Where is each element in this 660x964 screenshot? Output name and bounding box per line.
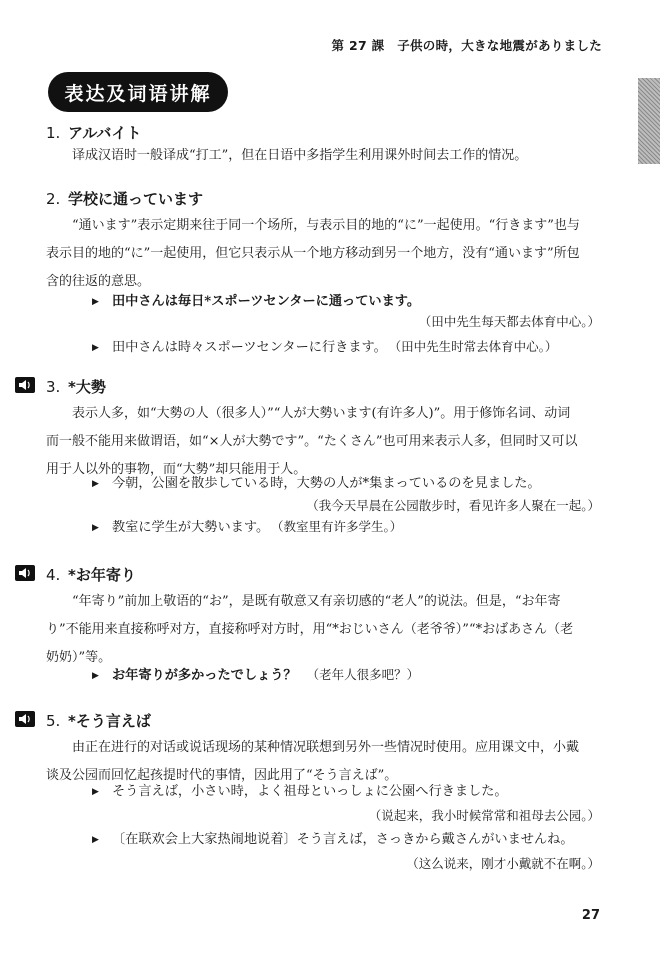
speaker-icon <box>14 564 36 582</box>
running-head: 第 27 課 子供の時，大きな地震がありました <box>331 38 602 53</box>
example-2-1: ▶ 田中さんは毎日*スポーツセンターに通っています。 <box>92 294 421 309</box>
translation-5-2: （这么说来，刚才小戴就不在啊。） <box>406 856 600 871</box>
section-3-title: 3. *大勢 <box>46 378 106 396</box>
triangle-bullet-icon: ▶ <box>92 297 99 307</box>
section-2-title: 2. 学校に通っています <box>46 190 204 208</box>
triangle-bullet-icon: ▶ <box>92 671 99 681</box>
example-3-1: ▶ 今朝，公園を散歩している時，大勢の人が*集まっているのを見ました。 <box>92 476 541 491</box>
section-3-body: 表示人多，如“大勢の人（很多人）”“人が大勢います(有许多人)”。用于修饰名词、动词而一般不能用来做谓语，如“×人が大勢です”。“たくさん”也可用来表示人多，但同时又可以用于人以外的事物，而“大勢”却只能用于人。 <box>46 406 578 477</box>
example-5-1: ▶ そう言えば，小さい時，よく祖母といっしょに公園へ行きました。 <box>92 784 508 799</box>
section-4-title: 4. *お年寄り <box>46 566 136 584</box>
speaker-icon <box>14 376 36 394</box>
example-5-2: ▶ 〔在联欢会上大家热闹地说着〕そう言えば，さっきから戴さんがいませんね。 <box>92 832 574 847</box>
chapter-edge-tab <box>638 78 660 164</box>
triangle-bullet-icon: ▶ <box>92 343 99 353</box>
section-5-title: 5. *そう言えば <box>46 712 151 730</box>
section-2-body: “通います”表示定期来往于同一个场所，与表示目的地的“に”一起使用。“行きます”也与表示目的地的“に”一起使用，但它只表示从一个地方移动到另一个地方，没有“通います”所包含的往返的意思。 <box>46 218 580 289</box>
triangle-bullet-icon: ▶ <box>92 835 99 845</box>
triangle-bullet-icon: ▶ <box>92 523 99 533</box>
triangle-bullet-icon: ▶ <box>92 787 99 797</box>
section-1-title: 1. アルバイト <box>46 124 142 142</box>
example-3-2: ▶ 教室に学生が大勢います。 （教室里有许多学生。） <box>92 519 403 535</box>
triangle-bullet-icon: ▶ <box>92 479 99 489</box>
section-4-body: “年寄り”前加上敬语的“お”，是既有敬意又有亲切感的“老人”的说法。但是，“お年寄り”不能用来直接称呼对方，直接称呼对方时，用“*おじいさん（老爷爷）”“*おばあさん（老奶奶）”等。 <box>46 594 574 665</box>
translation-3-1: （我今天早晨在公园散步时，看见许多人聚在一起。） <box>306 498 600 513</box>
translation-2-1: （田中先生每天都去体育中心。） <box>418 314 600 329</box>
page-number: 27 <box>581 908 600 923</box>
example-2-2: ▶ 田中さんは時々スポーツセンターに行きます。 （田中先生时常去体育中心。） <box>92 339 558 355</box>
section-5-body: 由正在进行的对话或说话现场的某种情况联想到另外一些情况时使用。应用课文中，小戴谈及公园而回忆起孩提时代的事情，因此用了“そう言えば”。 <box>46 740 580 783</box>
translation-5-1: （说起来，我小时候常常和祖母去公园。） <box>368 808 600 823</box>
section-1-body: 译成汉语时一般译成“打工”，但在日语中多指学生利用课外时间去工作的情况。 <box>72 148 528 163</box>
section-banner: 表达及词语讲解 <box>48 72 228 112</box>
speaker-icon <box>14 710 36 728</box>
example-4-1: ▶ お年寄りが多かったでしょう？ （老年人很多吧？） <box>92 667 420 683</box>
